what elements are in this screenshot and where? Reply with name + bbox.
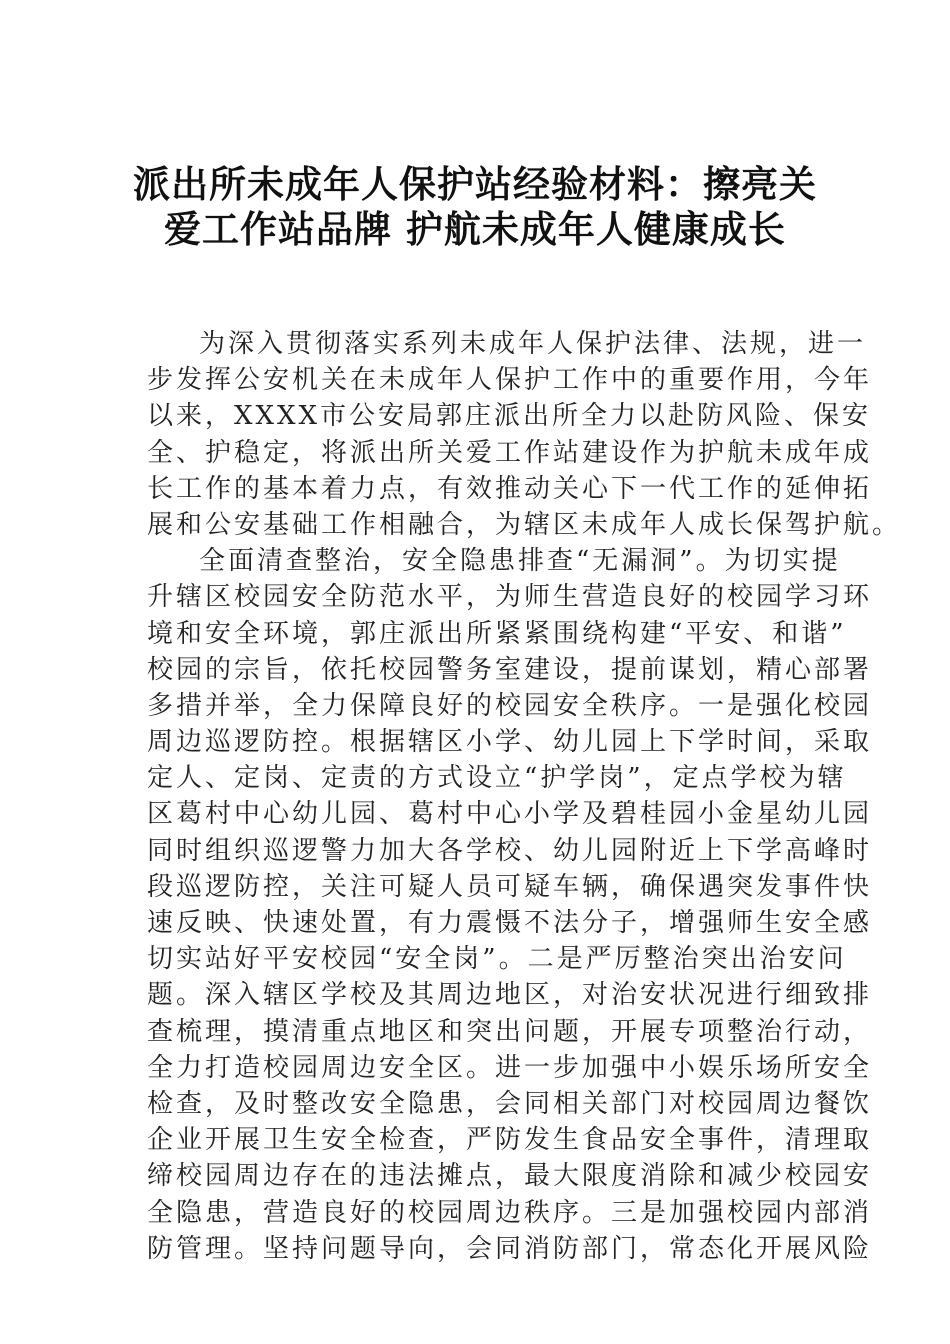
paragraph-line: 以来，XXXX市公安局郭庄派出所全力以赴防风险、保安 xyxy=(147,401,872,432)
paragraph-line: 校园的宗旨，依托校园警务室建设，提前谋划，精心部署 xyxy=(147,654,873,685)
paragraph-line: 题。深入辖区学校及其周边地区，对治安状况进行细致排 xyxy=(147,980,873,1011)
paragraph-line: 定人、定岗、定责的方式设立“护学岗”，定点学校为辖 xyxy=(147,763,847,794)
paragraph-line: 周边巡逻防控。根据辖区小学、幼儿园上下学时间，采取 xyxy=(147,727,873,758)
paragraph-line: 防管理。坚持问题导向，会同消防部门，常态化开展风险 xyxy=(147,1233,873,1264)
paragraph-line: 境和安全环境，郭庄派出所紧紧围绕构建“平安、和谐” xyxy=(147,618,847,649)
paragraph-line: 查梳理，摸清重点地区和突出问题，开展专项整治行动， xyxy=(147,1016,873,1047)
paragraph-line: 为深入贯彻落实系列未成年人保护法律、法规，进一 xyxy=(199,329,867,359)
document-title-line-2: 爱工作站品牌 护航未成年人健康成长 xyxy=(164,207,786,251)
paragraph-line: 全面清查整治，安全隐患排查“无漏洞”。为切实提 xyxy=(199,546,841,577)
paragraph-line: 区葛村中心幼儿园、葛村中心小学及碧桂园小金星幼儿园 xyxy=(147,799,873,830)
paragraph-line: 段巡逻防控，关注可疑人员可疑车辆，确保遇突发事件快 xyxy=(147,871,873,902)
paragraph-line: 速反映、快速处置，有力震慑不法分子，增强师生安全感 xyxy=(147,908,873,938)
paragraph-line: 企业开展卫生安全检查，严防发生食品安全事件，清理取 xyxy=(147,1125,873,1156)
paragraph-line: 全隐患，营造良好的校园周边秩序。三是加强校园内部消 xyxy=(147,1197,873,1228)
paragraph-line: 步发挥公安机关在未成年人保护工作中的重要作用，今年 xyxy=(147,365,873,396)
body-paragraph xyxy=(147,326,902,543)
paragraph-line: 长工作的基本着力点，有效推动关心下一代工作的延伸拓 xyxy=(147,473,873,504)
paragraph-line: 同时组织巡逻警力加大各学校、幼儿园附近上下学高峰时 xyxy=(147,835,873,866)
paragraph-line: 检查，及时整改安全隐患，会同相关部门对校园周边餐饮 xyxy=(147,1088,873,1119)
document-body xyxy=(147,326,902,1267)
paragraph-line: 缔校园周边存在的违法摊点，最大限度消除和减少校园安 xyxy=(147,1161,873,1192)
paragraph-line: 多措并举，全力保障良好的校园安全秩序。一是强化校园 xyxy=(147,690,873,721)
paragraph-line: 全、护稳定，将派出所关爱工作站建设作为护航未成年成 xyxy=(147,437,873,468)
paragraph-line: 升辖区校园安全防范水平，为师生营造良好的校园学习环 xyxy=(147,582,873,613)
body-paragraph xyxy=(147,543,873,1267)
document-title-line-1: 派出所未成年人保护站经验材料：擦亮关 xyxy=(133,162,817,206)
paragraph-line: 展和公安基础工作相融合，为辖区未成年人成长保驾护航。 xyxy=(147,509,902,540)
paragraph-line: 切实站好平安校园“安全岗”。二是严厉整治突出治安问 xyxy=(147,944,847,975)
paragraph-line: 全力打造校园周边安全区。进一步加强中小娱乐场所安全 xyxy=(147,1052,873,1083)
